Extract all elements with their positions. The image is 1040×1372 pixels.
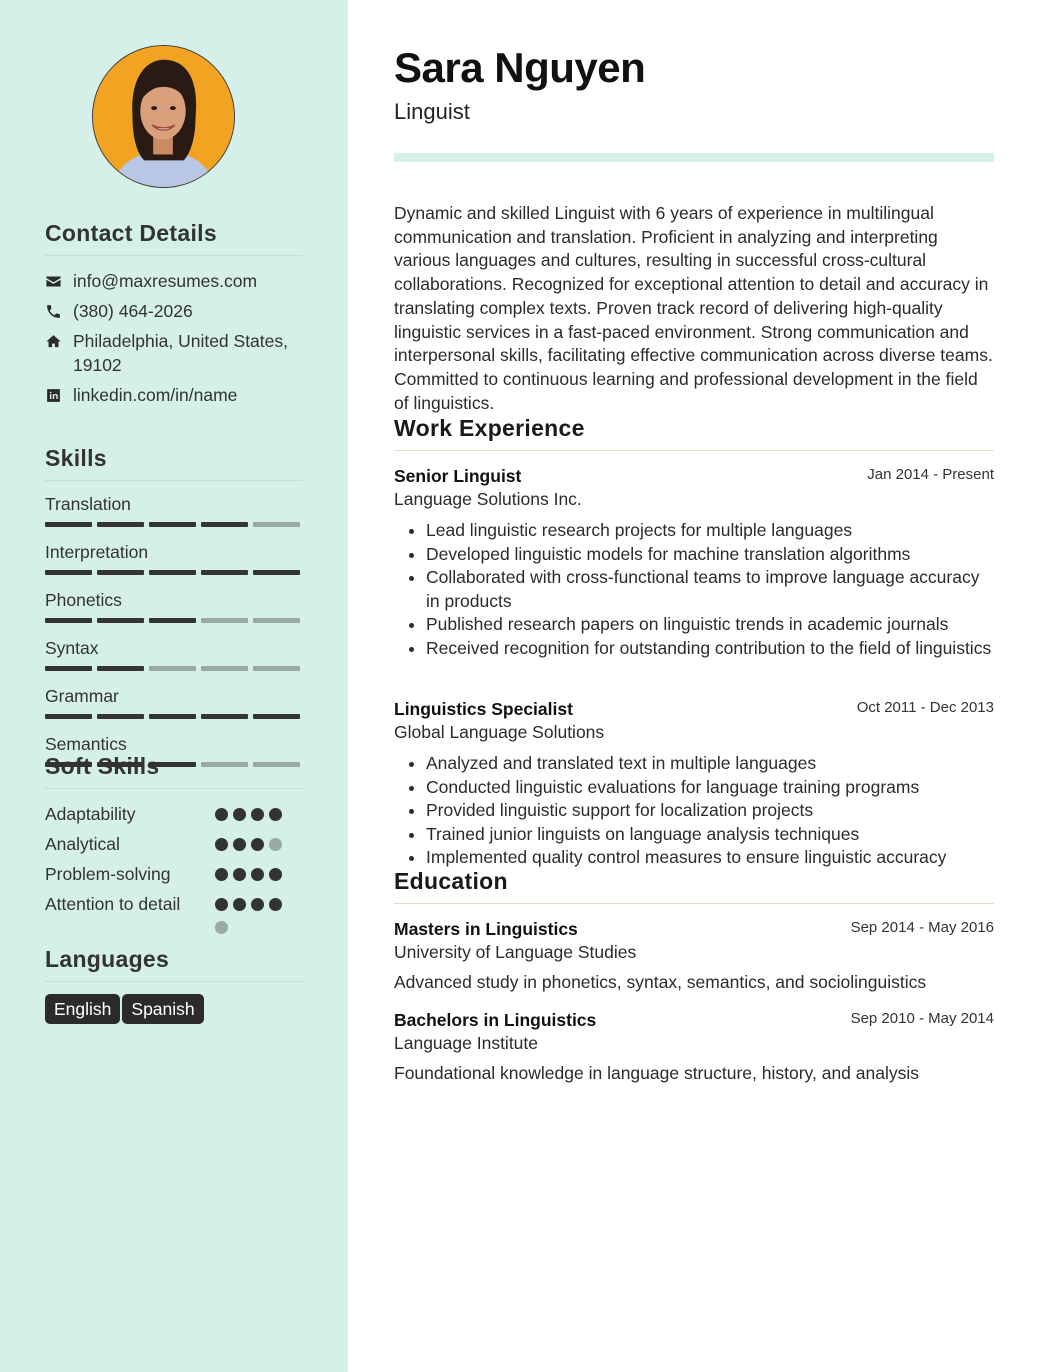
languages-section (45, 946, 303, 1024)
skill-level-segment (149, 570, 196, 575)
skills-heading: Skills (45, 445, 107, 471)
skill-level-segment (97, 666, 144, 671)
phone-icon (45, 299, 73, 323)
list-item: • Lead linguistic research projects for multiple languages (426, 519, 994, 543)
degree-title: Bachelors in Linguistics (394, 1010, 597, 1030)
skill-level-segment (45, 666, 92, 671)
work-divider (394, 450, 994, 451)
list-item: • Conducted linguistic evaluations for language training programs (426, 776, 994, 800)
rating-dot (269, 898, 282, 911)
rating-dot (251, 838, 264, 851)
skill-level-segment (149, 618, 196, 623)
skill-level-bars (45, 714, 303, 719)
skill-level-segment (253, 714, 300, 719)
job-company: Global Language Solutions (394, 722, 605, 742)
skill-level-bars (45, 666, 303, 671)
contact-phone[interactable] (45, 299, 303, 323)
envelope-icon (45, 269, 73, 293)
rating-dot (251, 868, 264, 881)
rating-dot (251, 808, 264, 821)
language-tag: English (45, 994, 120, 1024)
skill-level-bars (45, 618, 303, 623)
candidate-title: Linguist (394, 99, 470, 124)
avatar-portrait-illustration (93, 46, 234, 187)
languages-list (45, 994, 303, 1024)
candidate-name: Sara Nguyen (394, 44, 646, 91)
education-entry (394, 918, 994, 993)
rating-dot (215, 921, 228, 934)
skill-name: Grammar (45, 686, 119, 706)
degree-title: Masters in Linguistics (394, 919, 578, 939)
education-divider (394, 903, 994, 904)
skill-name: Phonetics (45, 590, 122, 610)
list-item: • Published research papers on linguistic trends in academic journals (426, 613, 994, 637)
skill-level-bars (45, 522, 303, 527)
work-heading: Work Experience (394, 415, 585, 441)
rating-dot (233, 808, 246, 821)
rating-dot (233, 898, 246, 911)
soft-skills-section (45, 753, 303, 943)
skill-level-segment (97, 714, 144, 719)
rating-dot (269, 838, 282, 851)
skill-level-segment (253, 570, 300, 575)
soft-skill-rating-dots (215, 868, 282, 881)
skill-level-segment (45, 570, 92, 575)
skill-level-segment (201, 570, 248, 575)
languages-divider (45, 981, 303, 982)
contact-address-text: Philadelphia, United States, 19102 (73, 331, 288, 375)
job-bullets (394, 519, 994, 660)
skills-divider (45, 480, 303, 481)
contact-heading: Contact Details (45, 220, 217, 246)
rating-dot (233, 868, 246, 881)
list-item: • Trained junior linguists on language analysis techniques (426, 823, 994, 847)
contact-address (45, 329, 303, 377)
skill-level-segment (201, 666, 248, 671)
work-entry (394, 465, 994, 660)
skill-level-segment (149, 714, 196, 719)
contact-email-text: info@maxresumes.com (73, 271, 258, 291)
skill-item (45, 685, 303, 719)
contact-divider (45, 255, 303, 256)
skill-name: Interpretation (45, 542, 149, 562)
rating-dot (215, 838, 228, 851)
skill-level-segment (149, 666, 196, 671)
work-entry (394, 698, 994, 870)
rating-dot (215, 868, 228, 881)
skill-level-segment (97, 570, 144, 575)
skill-level-segment (253, 522, 300, 527)
soft-skills-divider (45, 788, 303, 789)
degree-description: Foundational knowledge in language structure, history, and analysis (394, 1063, 919, 1083)
sidebar (0, 0, 348, 1372)
contact-linkedin-text: linkedin.com/in/name (73, 385, 238, 405)
soft-skill-name: Analytical (45, 834, 120, 854)
main-content (348, 0, 1040, 1372)
skill-level-segment (45, 522, 92, 527)
job-date: Jan 2014 - Present (867, 466, 994, 483)
skill-level-segment (45, 714, 92, 719)
linkedin-icon (45, 383, 73, 407)
job-company: Language Solutions Inc. (394, 489, 582, 509)
job-title: Senior Linguist (394, 466, 522, 486)
list-item: • Provided linguistic support for localization projects (426, 799, 994, 823)
skill-name: Semantics (45, 734, 127, 754)
skill-level-segment (253, 666, 300, 671)
profile-summary: Dynamic and skilled Linguist with 6 years of experience in multilingual communication and translation. Proficient in analyzing and interpreting various languages and cultures, resulting in successful cross-cultural collaborations. Recognized for exceptional attention to detail and accuracy in translating complex texts. Proven track record of delivering high-quality linguistic services in a fast-paced environment. Strong communication and interpersonal skills, facilitating effective communication across diverse teams. Committed to continuous learning and professional development in the field of linguistics. (394, 203, 993, 413)
job-bullets (394, 752, 994, 870)
soft-skill-item (45, 832, 303, 856)
education-heading: Education (394, 868, 508, 894)
list-item: • Analyzed and translated text in multiple languages (426, 752, 994, 776)
header-accent-bar (394, 153, 994, 162)
skill-level-segment (149, 522, 196, 527)
languages-heading: Languages (45, 946, 170, 972)
skill-item (45, 589, 303, 623)
skill-level-segment (253, 618, 300, 623)
rating-dot (269, 808, 282, 821)
soft-skill-name: Attention to detail (45, 894, 181, 914)
soft-skill-item (45, 892, 303, 916)
skill-level-segment (97, 522, 144, 527)
skill-level-segment (201, 714, 248, 719)
skill-level-bars (45, 570, 303, 575)
skill-level-segment (45, 618, 92, 623)
job-title: Linguistics Specialist (394, 699, 573, 719)
skills-section (45, 445, 303, 781)
soft-skills-heading: Soft Skills (45, 753, 160, 779)
skill-level-segment (201, 618, 248, 623)
skill-item (45, 637, 303, 671)
list-item: • Collaborated with cross-functional teams to improve language accuracy in products (426, 566, 994, 613)
degree-description: Advanced study in phonetics, syntax, semantics, and sociolinguistics (394, 972, 927, 992)
contact-linkedin[interactable] (45, 383, 303, 407)
soft-skill-rating-dots (215, 838, 282, 851)
skill-item (45, 493, 303, 527)
skill-level-segment (97, 618, 144, 623)
language-tag: Spanish (122, 994, 203, 1024)
job-date: Oct 2011 - Dec 2013 (856, 699, 994, 716)
list-item: • Implemented quality control measures to ensure linguistic accuracy (426, 846, 994, 870)
rating-dot (269, 868, 282, 881)
skill-name: Syntax (45, 638, 99, 658)
degree-school: Language Institute (394, 1033, 539, 1053)
soft-skill-item (45, 862, 303, 886)
rating-dot (215, 808, 228, 821)
home-icon (45, 329, 73, 353)
contact-email[interactable] (45, 269, 303, 293)
soft-skill-rating-dots (215, 808, 282, 821)
rating-dot (233, 838, 246, 851)
degree-date: Sep 2014 - May 2016 (850, 919, 994, 936)
skill-name: Translation (45, 494, 131, 514)
soft-skill-item (45, 802, 303, 826)
degree-school: University of Language Studies (394, 942, 637, 962)
degree-date: Sep 2010 - May 2014 (850, 1010, 994, 1027)
contact-phone-text: (380) 464-2026 (73, 301, 193, 321)
soft-skill-rating-dots (215, 898, 295, 934)
rating-dot (215, 898, 228, 911)
skills-list (45, 493, 303, 767)
education-entry (394, 1009, 994, 1084)
rating-dot (251, 898, 264, 911)
soft-skill-name: Adaptability (45, 804, 136, 824)
skill-level-segment (201, 522, 248, 527)
skill-item (45, 541, 303, 575)
soft-skill-name: Problem-solving (45, 864, 171, 884)
list-item: • Received recognition for outstanding contribution to the field of linguistics (426, 637, 994, 661)
contact-section (45, 220, 303, 407)
profile-photo (92, 45, 235, 188)
list-item: • Developed linguistic models for machine translation algorithms (426, 543, 994, 567)
